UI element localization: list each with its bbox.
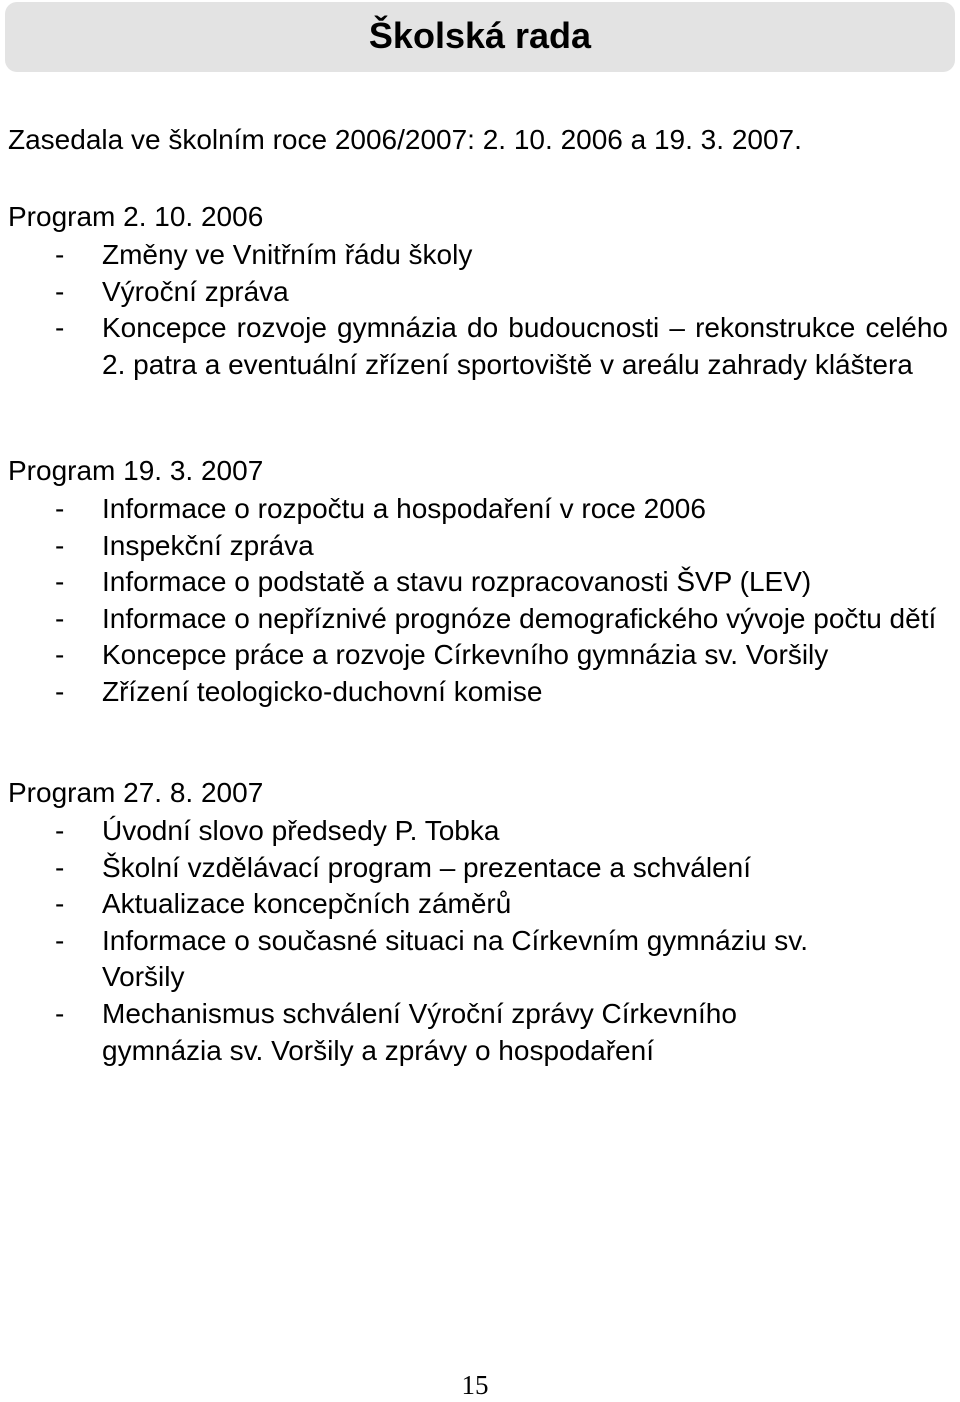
list-item (8, 637, 948, 674)
program-section-1 (8, 197, 948, 383)
list-item-text: Aktualizace koncepčních záměrů (102, 888, 512, 920)
list-item-text: Změny ve Vnitřním řádu školy (102, 239, 473, 270)
bullet-dash: - (55, 675, 65, 707)
program-section-3 (8, 773, 948, 1069)
program-heading: Program 2. 10. 2006 (8, 201, 264, 232)
bullet-dash: - (55, 566, 65, 598)
bullet-dash: - (55, 997, 65, 1029)
bullet-dash: - (55, 815, 65, 846)
list-item-text: Zřízení teologicko-duchovní komise (102, 675, 543, 707)
list-item-text: Úvodní slovo předsedy P. Tobka (102, 815, 500, 846)
page-title: Školská rada (368, 15, 592, 56)
list-item-text: Koncepce rozvoje gymnázia do budoucnosti – rekonstrukce celého 2. patra a eventuální zřízení sportoviště v areálu zahrady kláštera (102, 312, 948, 380)
list-item-text: Výroční zpráva (102, 275, 289, 307)
page-number: 15 (461, 1370, 489, 1400)
list-item (8, 674, 948, 711)
bullet-dash: - (55, 639, 65, 671)
list-item-text: Informace o podstatě a stavu rozpracovanosti ŠVP (LEV) (102, 566, 812, 598)
list-item (8, 310, 948, 383)
bullet-dash: - (55, 888, 65, 920)
list-item (8, 528, 948, 565)
bullet-dash: - (55, 924, 65, 956)
list-item (8, 850, 948, 887)
bullet-dash: - (55, 312, 65, 344)
program-heading: Program 27. 8. 2007 (8, 777, 264, 808)
bullet-dash: - (55, 275, 65, 307)
list-item (8, 237, 948, 274)
list-item (8, 564, 948, 601)
program-heading: Program 19. 3. 2007 (8, 455, 264, 486)
list-item-text: Informace o současné situaci na Církevním gymnáziu sv. Voršily (102, 924, 809, 993)
list-item (8, 813, 948, 850)
list-item (8, 491, 948, 528)
list-item (8, 601, 948, 638)
bullet-dash: - (55, 529, 65, 561)
list-item-text: Koncepce práce a rozvoje Církevního gymnázia sv. Voršily (102, 639, 829, 671)
list-item (8, 274, 948, 311)
list-item (8, 996, 948, 1069)
bullet-dash: - (55, 602, 65, 634)
list-item-text: Inspekční zpráva (102, 529, 314, 561)
list-item-text: Informace o rozpočtu a hospodaření v roce 2006 (102, 493, 706, 524)
list-item-text: Mechanismus schválení Výroční zprávy Církevního gymnázia sv. Voršily a zprávy o hospodaření (102, 997, 737, 1066)
list-item-text: Informace o nepříznivé prognóze demografického vývoje počtu dětí (102, 602, 937, 634)
bullet-dash: - (55, 493, 65, 524)
program-section-2 (8, 451, 948, 711)
list-item (8, 923, 948, 996)
title-bar (5, 2, 955, 72)
bullet-dash: - (55, 851, 65, 883)
intro-text: Zasedala ve školním roce 2006/2007: 2. 10. 2006 a 19. 3. 2007. (8, 124, 802, 155)
list-item (8, 886, 948, 923)
bullet-dash: - (55, 239, 65, 270)
list-item-text: Školní vzdělávací program – prezentace a schválení (102, 851, 752, 883)
